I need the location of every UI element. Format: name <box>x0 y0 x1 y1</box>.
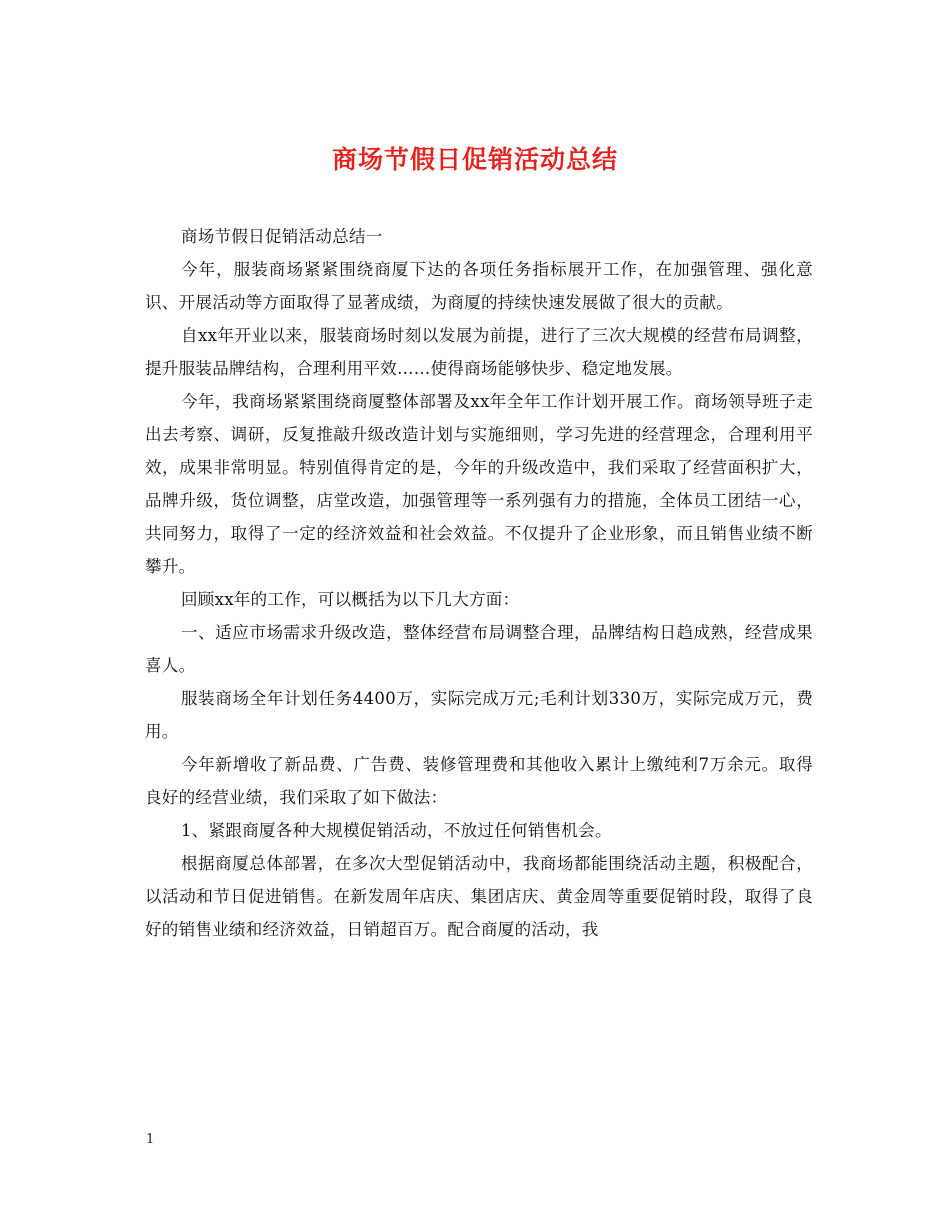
paragraph-subtitle: 商场节假日促销活动总结一 <box>181 227 383 246</box>
document-body <box>145 220 813 946</box>
document-title: 商场节假日促销活动总结 <box>331 145 618 174</box>
page-number: 1 <box>146 1132 155 1147</box>
paragraph: 今年新增收了新品费、广告费、装修管理费和其他收入累计上缴纯利7万余元。取得良好的经营业绩，我们采取了如下做法： <box>145 755 813 807</box>
paragraph: 根据商厦总体部署，在多次大型促销活动中，我商场都能围绕活动主题，积极配合，以活动和节日促进销售。在新发周年店庆、集团店庆、黄金周等重要促销时段，取得了良好的销售业绩和经济效益，日销超百万。配合商厦的活动，我 <box>145 854 813 939</box>
paragraph-heading: 一、适应市场需求升级改造，整体经营布局调整合理，品牌结构日趋成熟，经营成果喜人。 <box>145 623 813 675</box>
paragraph: 回顾xx年的工作，可以概括为以下几大方面： <box>181 590 520 609</box>
paragraph: 今年，我商场紧紧围绕商厦整体部署及xx年全年工作计划开展工作。商场领导班子走出去考察、调研，反复推敲升级改造计划与实施细则，学习先进的经营理念，合理利用平效，成果非常明显。特别值得肯定的是，今年的升级改造中，我们采取了经营面积扩大，品牌升级，货位调整，店堂改造，加强管理等一系列强有力的措施，全体员工团结一心，共同努力，取得了一定的经济效益和社会效益。不仅提升了企业形象，而且销售业绩不断攀升。 <box>145 392 813 576</box>
paragraph: 今年，服装商场紧紧围绕商厦下达的各项任务指标展开工作，在加强管理、强化意识、开展活动等方面取得了显著成绩，为商厦的持续快速发展做了很大的贡献。 <box>145 260 813 312</box>
paragraph-subheading: 1、紧跟商厦各种大规模促销活动，不放过任何销售机会。 <box>181 821 612 840</box>
paragraph: 服装商场全年计划任务4400万，实际完成万元;毛利计划330万，实际完成万元，费用。 <box>145 689 813 741</box>
paragraph: 自xx年开业以来，服装商场时刻以发展为前提，进行了三次大规模的经营布局调整，提升服装品牌结构，合理利用平效……使得商场能够快步、稳定地发展。 <box>145 326 813 378</box>
